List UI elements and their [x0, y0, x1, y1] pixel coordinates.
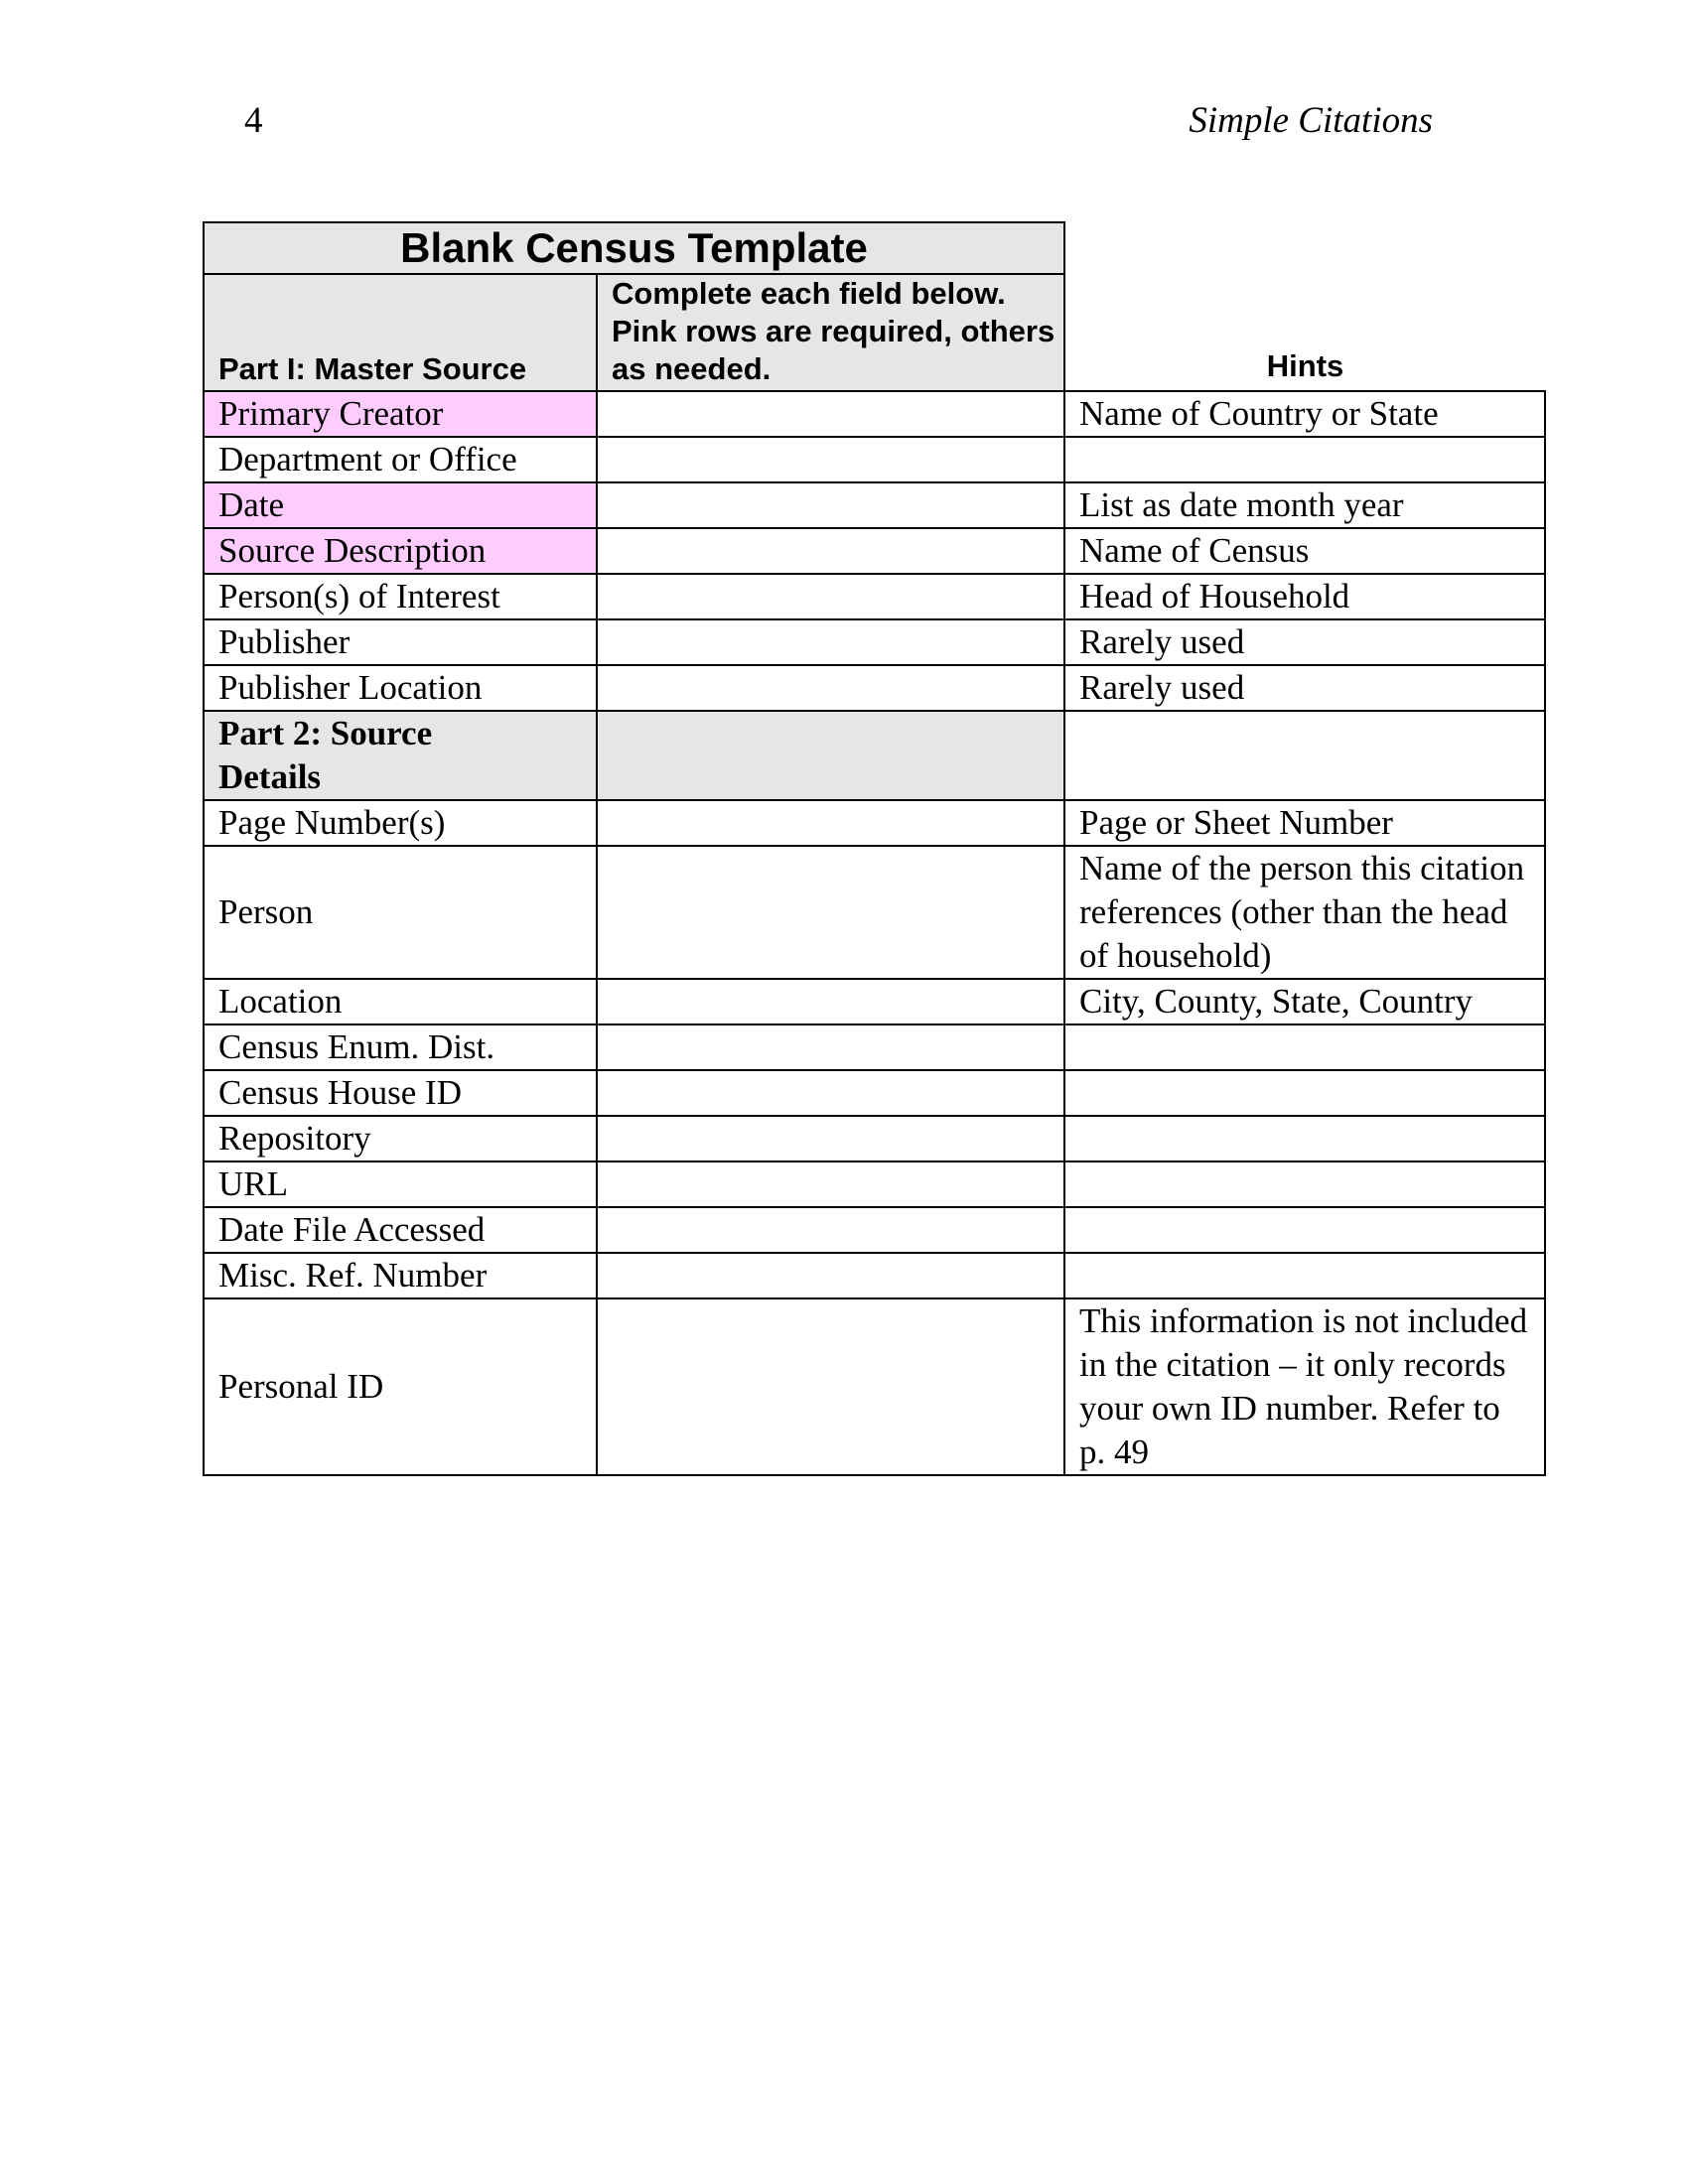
field-value[interactable] [597, 1116, 1064, 1161]
field-value[interactable] [597, 1161, 1064, 1207]
field-label: URL [204, 1161, 597, 1207]
field-hint: Name of the person this citation references (other than the head of household) [1064, 846, 1545, 979]
field-hint: Head of Household [1064, 574, 1545, 619]
field-hint [1064, 1207, 1545, 1253]
field-value[interactable] [597, 665, 1064, 711]
field-label: Primary Creator [204, 391, 597, 437]
field-hint [1064, 1116, 1545, 1161]
field-label: Date File Accessed [204, 1207, 597, 1253]
field-value[interactable] [597, 1024, 1064, 1070]
field-label: Page Number(s) [204, 800, 597, 846]
census-template-table [203, 221, 1546, 1476]
field-hint: Name of Census [1064, 528, 1545, 574]
field-hint [1064, 1253, 1545, 1298]
blank-corner [1064, 222, 1545, 274]
field-label: Source Description [204, 528, 597, 574]
field-label: Location [204, 979, 597, 1024]
field-value[interactable] [597, 1070, 1064, 1116]
part2-blank [597, 711, 1064, 800]
field-value[interactable] [597, 437, 1064, 482]
running-title: Simple Citations [1189, 100, 1433, 141]
field-hint: City, County, State, Country [1064, 979, 1545, 1024]
field-hint: Rarely used [1064, 665, 1545, 711]
field-label: Date [204, 482, 597, 528]
field-hint [1064, 1161, 1545, 1207]
field-label: Department or Office [204, 437, 597, 482]
field-label: Person(s) of Interest [204, 574, 597, 619]
field-label: Census Enum. Dist. [204, 1024, 597, 1070]
field-hint: Name of Country or State [1064, 391, 1545, 437]
page-number: 4 [244, 100, 263, 141]
field-label: Personal ID [204, 1298, 597, 1475]
table-title: Blank Census Template [204, 222, 1064, 274]
field-hint [1064, 1024, 1545, 1070]
field-value[interactable] [597, 1207, 1064, 1253]
field-hint [1064, 1070, 1545, 1116]
field-value[interactable] [597, 528, 1064, 574]
field-hint: List as date month year [1064, 482, 1545, 528]
field-value[interactable] [597, 391, 1064, 437]
field-label: Misc. Ref. Number [204, 1253, 597, 1298]
field-label: Census House ID [204, 1070, 597, 1116]
part2-heading: Part 2: Source Details [204, 711, 597, 800]
field-hint [1064, 437, 1545, 482]
field-label: Publisher [204, 619, 597, 665]
field-value[interactable] [597, 1253, 1064, 1298]
field-hint: This information is not included in the citation – it only records your own ID number. Refer to p. 49 [1064, 1298, 1545, 1475]
field-value[interactable] [597, 619, 1064, 665]
part2-hint-blank [1064, 711, 1545, 800]
instructions: Complete each field below. Pink rows are required, others as needed. [597, 274, 1064, 391]
field-value[interactable] [597, 574, 1064, 619]
field-label: Person [204, 846, 597, 979]
field-value[interactable] [597, 1298, 1064, 1475]
hints-heading: Hints [1064, 274, 1545, 391]
field-label: Repository [204, 1116, 597, 1161]
field-hint: Rarely used [1064, 619, 1545, 665]
field-value[interactable] [597, 482, 1064, 528]
field-value[interactable] [597, 979, 1064, 1024]
field-hint: Page or Sheet Number [1064, 800, 1545, 846]
field-label: Publisher Location [204, 665, 597, 711]
field-value[interactable] [597, 800, 1064, 846]
part1-heading: Part I: Master Source [204, 274, 597, 391]
field-value[interactable] [597, 846, 1064, 979]
